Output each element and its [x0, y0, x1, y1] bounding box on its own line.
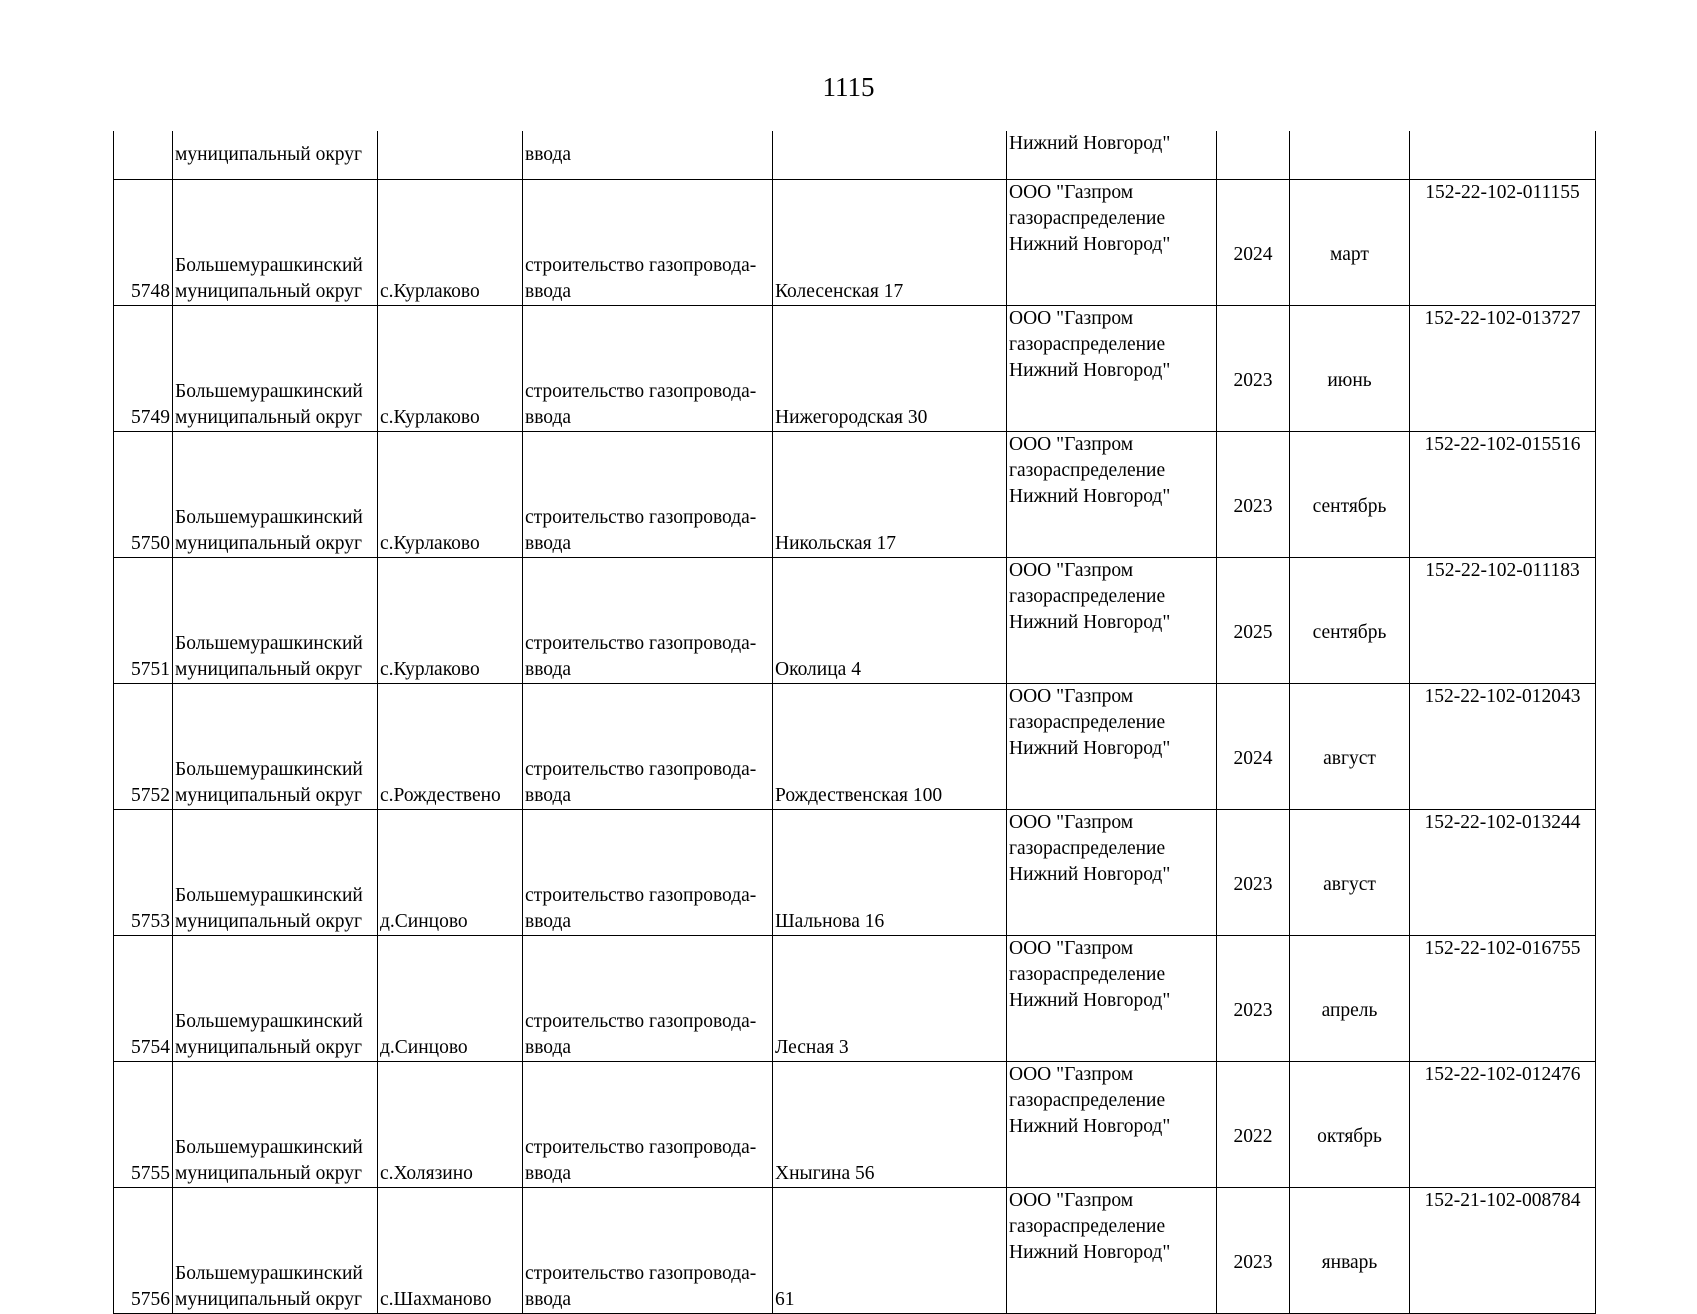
cell-district: [173, 1188, 378, 1314]
cell-district: [173, 558, 378, 684]
cell-district: [173, 180, 378, 306]
cell-work: ввода: [523, 131, 773, 180]
table-row: [114, 1062, 1596, 1188]
cell-num: 5749: [114, 306, 173, 432]
cell-num: 5756: [114, 1188, 173, 1314]
cell-year: 2023: [1217, 306, 1290, 432]
cell-place: с.Холязино: [378, 1062, 523, 1188]
cell-place: с.Курлаково: [378, 306, 523, 432]
cell-line: муниципальный округ: [175, 407, 363, 428]
cell-line: Большемурашкинский: [175, 633, 363, 654]
cell-line: Нижний Новгород": [1009, 234, 1171, 255]
cell-num: 5751: [114, 558, 173, 684]
registry-table: [113, 131, 1596, 1314]
cell-year: 2023: [1217, 936, 1290, 1062]
cell-code: [1410, 131, 1596, 180]
cell-line: строительство газопровода-: [525, 633, 757, 654]
cell-code: 152-22-102-013727: [1410, 306, 1596, 432]
cell-district: [173, 306, 378, 432]
cell-address: Околица 4: [773, 558, 1007, 684]
cell-work: [523, 432, 773, 558]
cell-address: 61: [773, 1188, 1007, 1314]
cell-line: ввода: [525, 1037, 572, 1058]
cell-line: Большемурашкинский: [175, 1011, 363, 1032]
cell-place: [378, 131, 523, 180]
cell-line: Большемурашкинский: [175, 1263, 363, 1284]
cell-org: [1007, 1188, 1217, 1314]
cell-line: муниципальный округ: [175, 785, 363, 806]
cell-place: д.Синцово: [378, 810, 523, 936]
cell-work: [523, 1188, 773, 1314]
cell-line: Нижний Новгород": [1009, 1116, 1171, 1137]
cell-code: 152-22-102-012476: [1410, 1062, 1596, 1188]
cell-line: муниципальный округ: [175, 1289, 363, 1310]
cell-line: Нижний Новгород": [1009, 486, 1171, 507]
cell-line: муниципальный округ: [175, 911, 363, 932]
cell-num: 5752: [114, 684, 173, 810]
cell-line: Большемурашкинский: [175, 255, 363, 276]
cell-line: ООО "Газпром: [1009, 812, 1134, 833]
cell-line: строительство газопровода-: [525, 1137, 757, 1158]
cell-address: Лесная 3: [773, 936, 1007, 1062]
table-row: [114, 810, 1596, 936]
cell-line: газораспределение: [1009, 838, 1166, 859]
cell-line: строительство газопровода-: [525, 1011, 757, 1032]
cell-place: с.Рождествено: [378, 684, 523, 810]
cell-line: ввода: [525, 533, 572, 554]
cell-year: 2022: [1217, 1062, 1290, 1188]
cell-line: Нижний Новгород": [1009, 360, 1171, 381]
cell-line: Большемурашкинский: [175, 381, 363, 402]
cell-line: Нижний Новгород": [1009, 990, 1171, 1011]
cell-code: 152-22-102-011155: [1410, 180, 1596, 306]
cell-month: [1290, 131, 1410, 180]
cell-line: ввода: [525, 785, 572, 806]
cell-month: апрель: [1290, 936, 1410, 1062]
cell-month: июнь: [1290, 306, 1410, 432]
cell-line: ввода: [525, 911, 572, 932]
cell-org: [1007, 558, 1217, 684]
cell-line: газораспределение: [1009, 460, 1166, 481]
cell-line: муниципальный округ: [175, 1037, 363, 1058]
cell-month: октябрь: [1290, 1062, 1410, 1188]
cell-code: 152-22-102-015516: [1410, 432, 1596, 558]
cell-line: газораспределение: [1009, 1216, 1166, 1237]
cell-line: муниципальный округ: [175, 659, 363, 680]
cell-place: с.Курлаково: [378, 558, 523, 684]
cell-line: Нижний Новгород": [1009, 738, 1171, 759]
cell-address: Колесенская 17: [773, 180, 1007, 306]
cell-line: ООО "Газпром: [1009, 1064, 1134, 1085]
table-row: [114, 180, 1596, 306]
cell-line: Большемурашкинский: [175, 507, 363, 528]
cell-month: сентябрь: [1290, 432, 1410, 558]
cell-work: [523, 1062, 773, 1188]
cell-line: ООО "Газпром: [1009, 1190, 1134, 1211]
cell-place: с.Курлаково: [378, 432, 523, 558]
cell-line: Большемурашкинский: [175, 1137, 363, 1158]
cell-address: [773, 131, 1007, 180]
cell-month: август: [1290, 810, 1410, 936]
cell-work: [523, 558, 773, 684]
cell-address: Рождественская 100: [773, 684, 1007, 810]
cell-line: ввода: [525, 1289, 572, 1310]
cell-month: март: [1290, 180, 1410, 306]
cell-org: [1007, 432, 1217, 558]
cell-place: с.Курлаково: [378, 180, 523, 306]
cell-address: Нижегородская 30: [773, 306, 1007, 432]
cell-line: газораспределение: [1009, 1090, 1166, 1111]
cell-district: [173, 810, 378, 936]
cell-work: [523, 180, 773, 306]
cell-work: [523, 684, 773, 810]
cell-num: 5754: [114, 936, 173, 1062]
cell-org: [1007, 306, 1217, 432]
cell-org: [1007, 180, 1217, 306]
cell-num: 5753: [114, 810, 173, 936]
cell-line: Нижний Новгород": [1009, 1242, 1171, 1263]
cell-district: [173, 432, 378, 558]
cell-org: [1007, 936, 1217, 1062]
cell-num: 5750: [114, 432, 173, 558]
cell-line: газораспределение: [1009, 712, 1166, 733]
cell-line: ООО "Газпром: [1009, 938, 1134, 959]
cell-work: [523, 810, 773, 936]
cell-district: [173, 936, 378, 1062]
cell-month: сентябрь: [1290, 558, 1410, 684]
cell-code: 152-22-102-016755: [1410, 936, 1596, 1062]
continuation-row: [114, 131, 1596, 180]
cell-code: 152-21-102-008784: [1410, 1188, 1596, 1314]
cell-district: [173, 684, 378, 810]
cell-month: январь: [1290, 1188, 1410, 1314]
cell-line: ООО "Газпром: [1009, 434, 1134, 455]
cell-address: Никольская 17: [773, 432, 1007, 558]
cell-year: 2025: [1217, 558, 1290, 684]
table-row: [114, 306, 1596, 432]
cell-line: строительство газопровода-: [525, 381, 757, 402]
cell-line: муниципальный округ: [175, 1163, 363, 1184]
cell-line: строительство газопровода-: [525, 507, 757, 528]
cell-line: строительство газопровода-: [525, 759, 757, 780]
cell-month: август: [1290, 684, 1410, 810]
cell-year: [1217, 131, 1290, 180]
cell-year: 2023: [1217, 432, 1290, 558]
cell-org: [1007, 810, 1217, 936]
table-row: [114, 684, 1596, 810]
table-row: [114, 936, 1596, 1062]
cell-line: газораспределение: [1009, 208, 1166, 229]
cell-line: Большемурашкинский: [175, 885, 363, 906]
table-row: [114, 558, 1596, 684]
cell-year: 2023: [1217, 810, 1290, 936]
cell-work: [523, 306, 773, 432]
cell-line: ООО "Газпром: [1009, 686, 1134, 707]
cell-line: ООО "Газпром: [1009, 308, 1134, 329]
cell-place: с.Шахманово: [378, 1188, 523, 1314]
cell-org: [1007, 1062, 1217, 1188]
cell-code: 152-22-102-012043: [1410, 684, 1596, 810]
cell-line: ООО "Газпром: [1009, 182, 1134, 203]
cell-num: 5748: [114, 180, 173, 306]
cell-line: газораспределение: [1009, 586, 1166, 607]
cell-num: [114, 131, 173, 180]
cell-line: ввода: [525, 281, 572, 302]
cell-code: 152-22-102-013244: [1410, 810, 1596, 936]
cell-line: ввода: [525, 1163, 572, 1184]
cell-year: 2023: [1217, 1188, 1290, 1314]
cell-line: строительство газопровода-: [525, 885, 757, 906]
cell-address: Хныгина 56: [773, 1062, 1007, 1188]
cell-place: д.Синцово: [378, 936, 523, 1062]
cell-line: ООО "Газпром: [1009, 560, 1134, 581]
cell-line: Большемурашкинский: [175, 759, 363, 780]
cell-line: газораспределение: [1009, 334, 1166, 355]
cell-address: Шальнова 16: [773, 810, 1007, 936]
cell-work: [523, 936, 773, 1062]
cell-num: 5755: [114, 1062, 173, 1188]
cell-line: газораспределение: [1009, 964, 1166, 985]
cell-district: муниципальный округ: [173, 131, 378, 180]
cell-line: ввода: [525, 407, 572, 428]
cell-org: Нижний Новгород": [1007, 131, 1217, 180]
cell-line: муниципальный округ: [175, 533, 363, 554]
cell-line: строительство газопровода-: [525, 1263, 757, 1284]
cell-line: муниципальный округ: [175, 281, 363, 302]
cell-year: 2024: [1217, 180, 1290, 306]
page-number: 1115: [822, 72, 875, 102]
table-row: [114, 432, 1596, 558]
cell-org: [1007, 684, 1217, 810]
cell-line: строительство газопровода-: [525, 255, 757, 276]
cell-district: [173, 1062, 378, 1188]
cell-year: 2024: [1217, 684, 1290, 810]
cell-line: Нижний Новгород": [1009, 864, 1171, 885]
cell-line: Нижний Новгород": [1009, 612, 1171, 633]
cell-code: 152-22-102-011183: [1410, 558, 1596, 684]
cell-line: ввода: [525, 659, 572, 680]
table-row: [114, 1188, 1596, 1314]
